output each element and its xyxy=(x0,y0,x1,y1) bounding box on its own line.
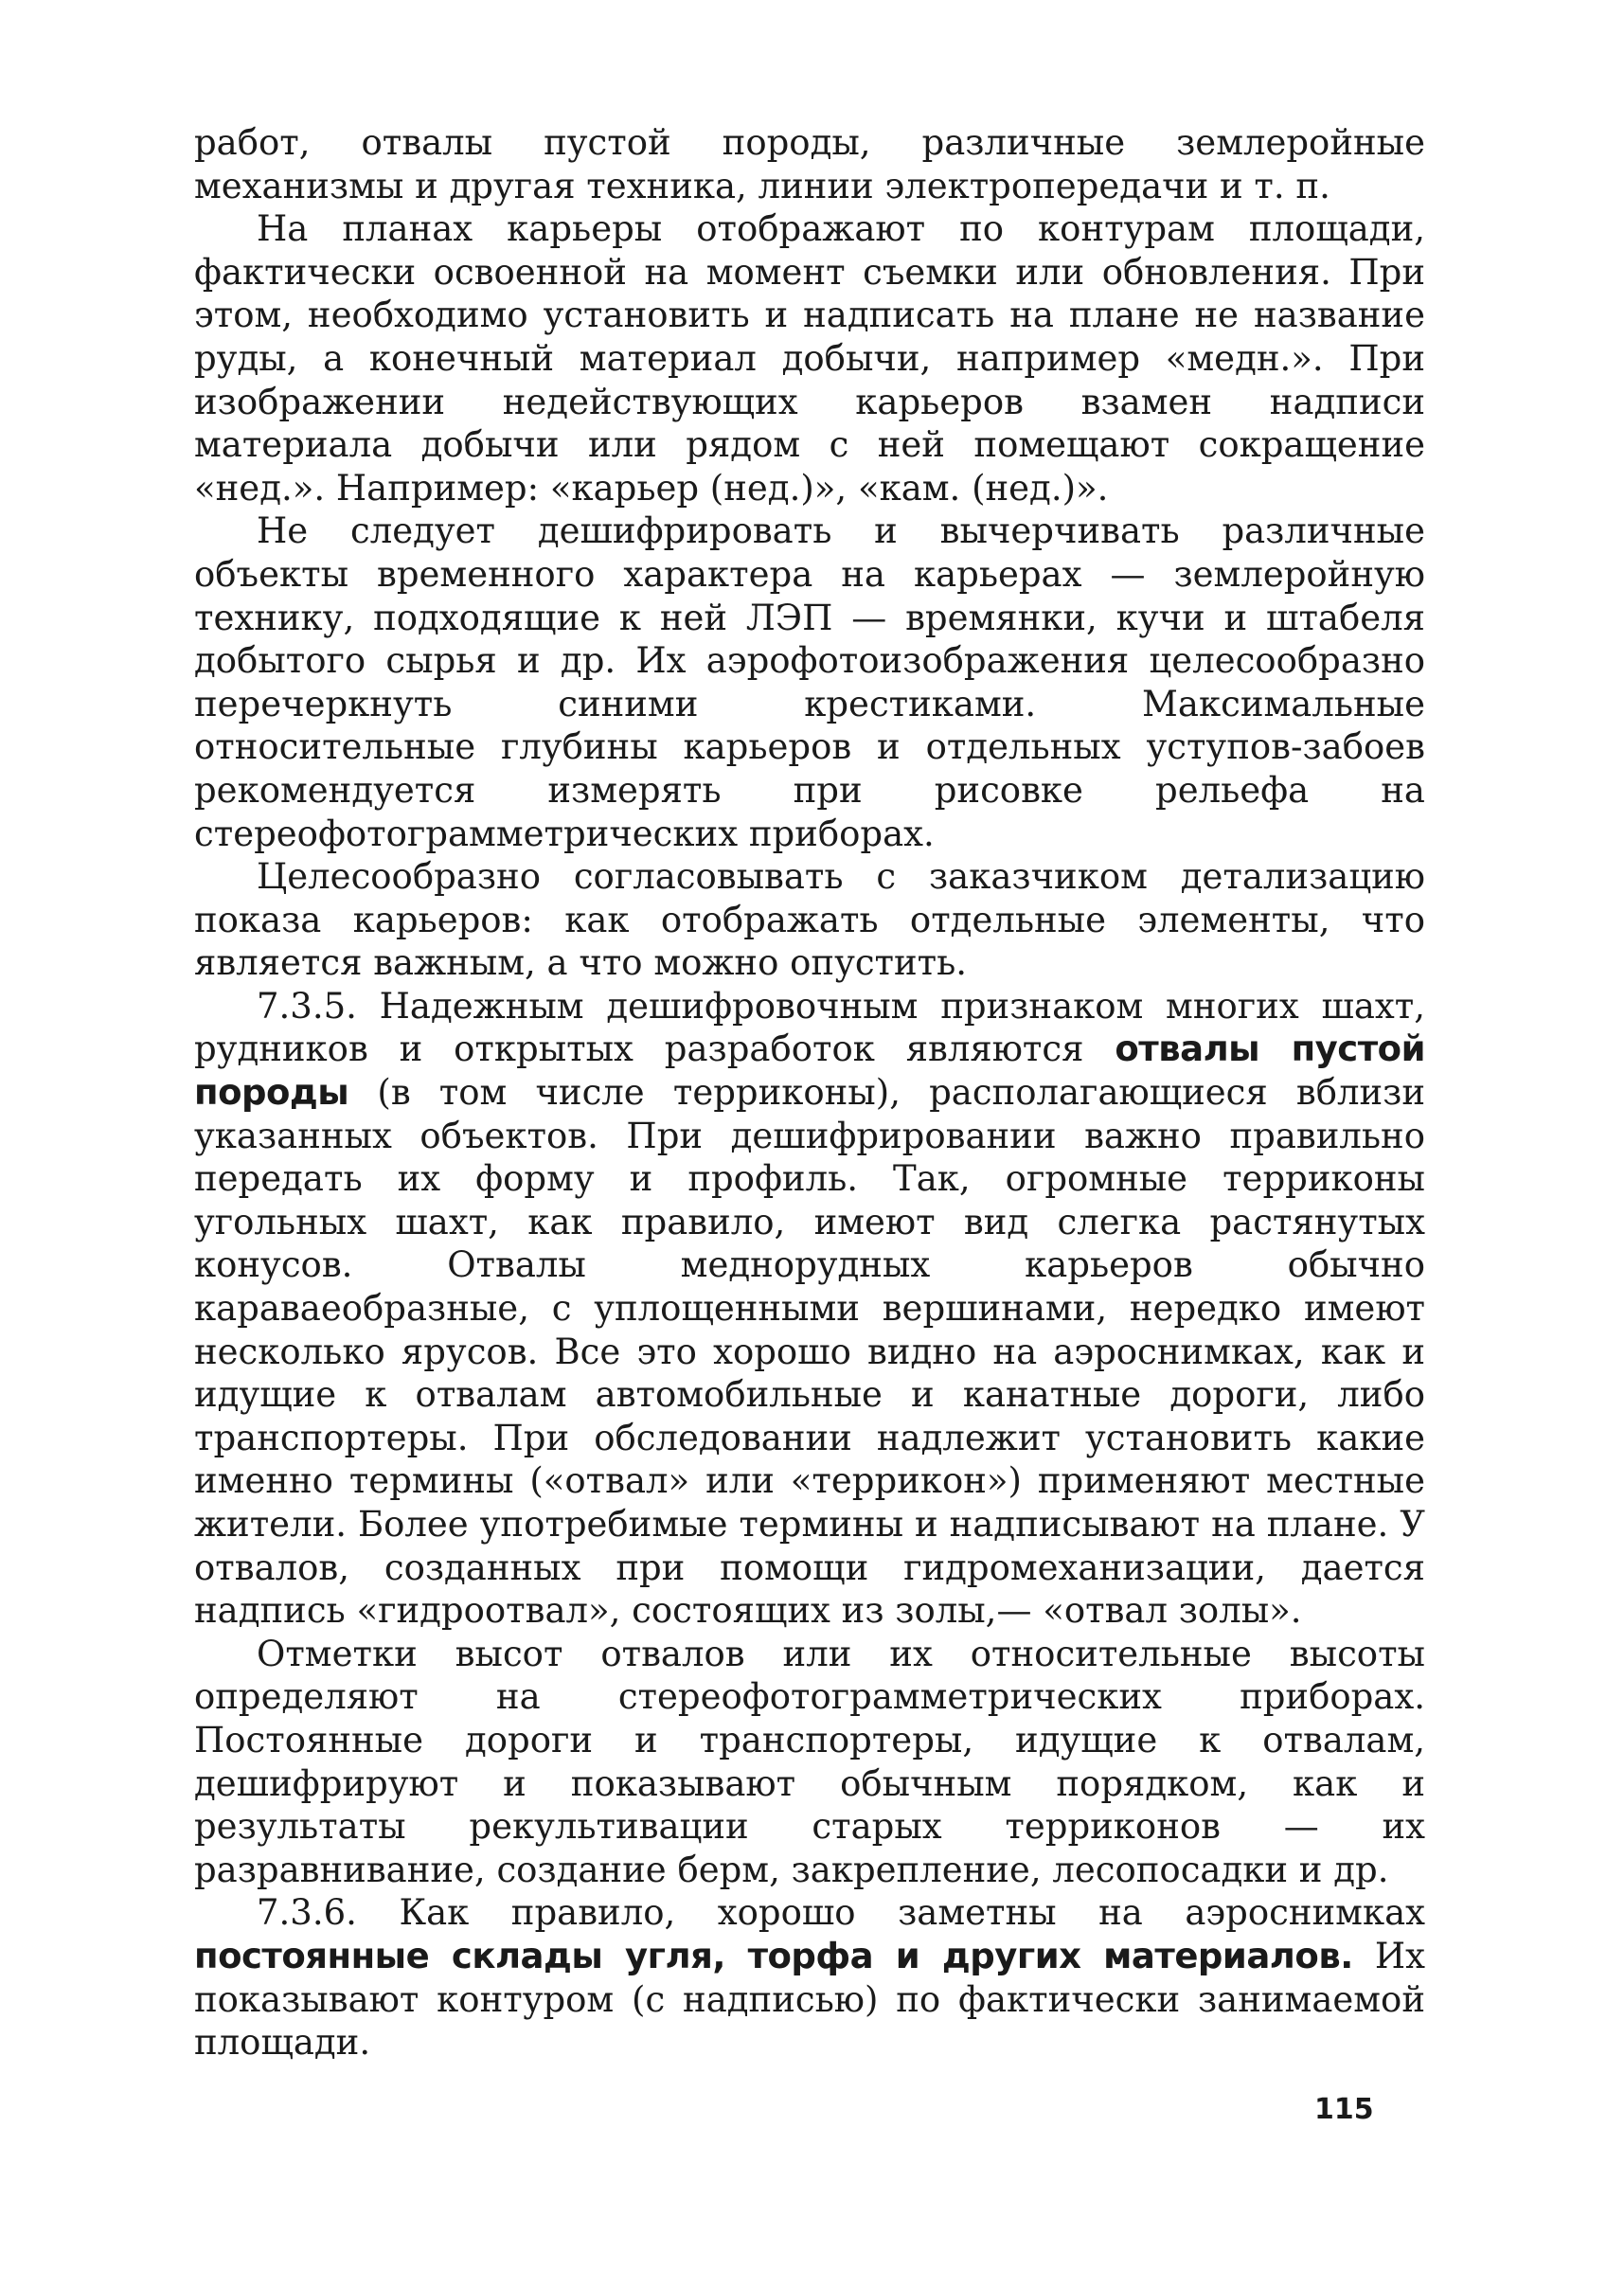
body-text xyxy=(194,121,1425,2065)
paragraph-text: работ, отвалы пустой породы, различные землеройные механизмы и другая техника, линии электропередачи и т. п. xyxy=(194,122,1425,206)
paragraph-customer-agreement xyxy=(194,855,1425,985)
paragraph-text: (в том числе терриконы), располагающиеся вблизи указанных объектов. При дешифрировании важно правильно передать их форму и профиль. Так, огромные терриконы угольных шахт, как правило, имеют вид слегка растянутых конусов. Отвалы меднорудных карьеров обычно караваеобразные, с уплощенными вершинами, нередко имеют несколько ярусов. Все это хорошо видно на аэроснимках, как и идущие к отвалам автомобильные и канатные дороги, либо транспортеры. При обследовании надлежит установить какие именно термины («отвал» или «террикон») применяют местные жители. Более употребимые термины и надписывают на плане. У отвалов, созданных при помощи гидромеханизации, дается надпись «гидроотвал», состоящих из золы,— «отвал золы». xyxy=(194,1072,1425,1632)
paragraph-text: Целесообразно согласовывать с заказчиком детализацию показа карьеров: как отображать отдельные элементы, что является важным, а что можно опустить. xyxy=(194,856,1425,984)
paragraph-section-7-3-5 xyxy=(194,985,1425,1633)
paragraph-text: Отметки высот отвалов или их относительные высоты определяют на стереофотограмметрических приборах. Постоянные дороги и транспортеры, идущие к отвалам, дешифрируют и показывают обычным порядком, как и результаты рекультивации старых терриконов — их разравнивание, создание берм, закрепление, лесопосадки и др. xyxy=(194,1633,1425,1890)
page-number: 115 xyxy=(1314,2093,1374,2126)
paragraph-continuation xyxy=(194,121,1425,207)
paragraph-text: Не следует дешифрировать и вычерчивать различные объекты временного характера на карьерах — землеройную технику, подходящие к ней ЛЭП — времянки, кучи и штабеля добытого сырья и др. Их аэрофотоизображения целесообразно перечеркнуть синими крестиками. Максимальные относительные глубины карьеров и отдельных уступов-забоев рекомендуется измерять при рисовке рельефа на стереофотограмметрических приборах. xyxy=(194,510,1425,854)
paragraph-quarry-plans xyxy=(194,207,1425,509)
paragraph-text: На планах карьеры отображают по контурам площади, фактически освоенной на момент съемки или обновления. При этом, необходимо установить и надписать на плане не название руды, а конечный материал добычи, например «медн.». При изображении недействующих карьеров взамен надписи материала добычи или рядом с ней помещают сокращение «нед.». Например: «карьер (нед.)», «кам. (нед.)». xyxy=(194,208,1425,509)
paragraph-text: 7.3.6. Как правило, хорошо заметны на аэроснимках xyxy=(257,1892,1425,1934)
paragraph-text: Их показывают контуром (с надписью) по фактически занимаемой площади. xyxy=(194,1935,1425,2064)
bold-term: постоянные склады угля, торфа и других материалов. xyxy=(194,1935,1353,1976)
paragraph-text: 7.3.5. Надежным дешифровочным признаком многих шахт, рудников и открытых разработок являются xyxy=(194,985,1425,1070)
paragraph-section-7-3-6 xyxy=(194,1891,1425,2064)
paragraph-dump-heights xyxy=(194,1633,1425,1892)
bold-term: отвалы пустой породы xyxy=(194,1028,1426,1114)
paragraph-temporary-objects xyxy=(194,509,1425,855)
